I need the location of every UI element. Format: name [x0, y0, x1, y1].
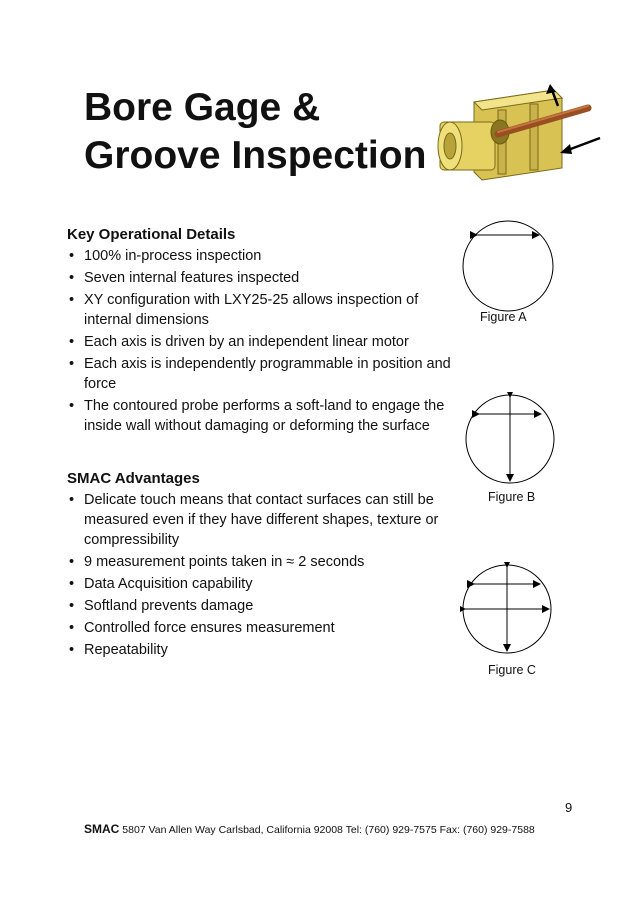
- bore-gage-illustration: [434, 80, 604, 190]
- key-details-list: [67, 246, 459, 438]
- figure-b-diagram: [463, 392, 557, 486]
- title-line-2: Groove Inspection: [84, 134, 427, 177]
- list-item: • Seven internal features inspected: [67, 268, 459, 288]
- list-item: • Each axis is driven by an independent linear motor: [67, 332, 459, 352]
- page-title: [84, 84, 444, 180]
- list-item: • 100% in-process inspection: [67, 246, 459, 266]
- footer-brand: SMAC: [84, 822, 120, 836]
- figure-a-diagram: [455, 218, 561, 314]
- list-item: • 9 measurement points taken in ≈ 2 seconds: [67, 552, 459, 572]
- figure-a-caption: Figure A: [480, 310, 527, 324]
- list-item: • Data Acquisition capability: [67, 574, 459, 594]
- list-item: • Delicate touch means that contact surfaces can still be measured even if they have different shapes, texture or compressibility: [67, 490, 459, 550]
- figure-c-diagram: [460, 562, 554, 656]
- footer-address: 5807 Van Allen Way Carlsbad, California 92008 Tel: (760) 929-7575 Fax: (760) 929-7588: [122, 824, 535, 836]
- key-details-heading: Key Operational Details: [67, 226, 236, 243]
- list-item: • Softland prevents damage: [67, 596, 459, 616]
- advantages-list: [67, 490, 459, 662]
- footer: [84, 822, 535, 836]
- list-item: • Each axis is independently programmable in position and force: [67, 354, 459, 394]
- title-line-1: Bore Gage &: [84, 86, 321, 129]
- page-number: 9: [565, 800, 573, 815]
- figure-c-caption: Figure C: [488, 663, 536, 677]
- figure-b-caption: Figure B: [488, 490, 536, 504]
- list-item: • XY configuration with LXY25-25 allows inspection of internal dimensions: [67, 290, 459, 330]
- list-item: • The contoured probe performs a soft-land to engage the inside wall without damaging or deforming the surface: [67, 396, 459, 436]
- list-item: • Repeatability: [67, 640, 459, 660]
- list-item: • Controlled force ensures measurement: [67, 618, 459, 638]
- advantages-heading: SMAC Advantages: [67, 470, 200, 487]
